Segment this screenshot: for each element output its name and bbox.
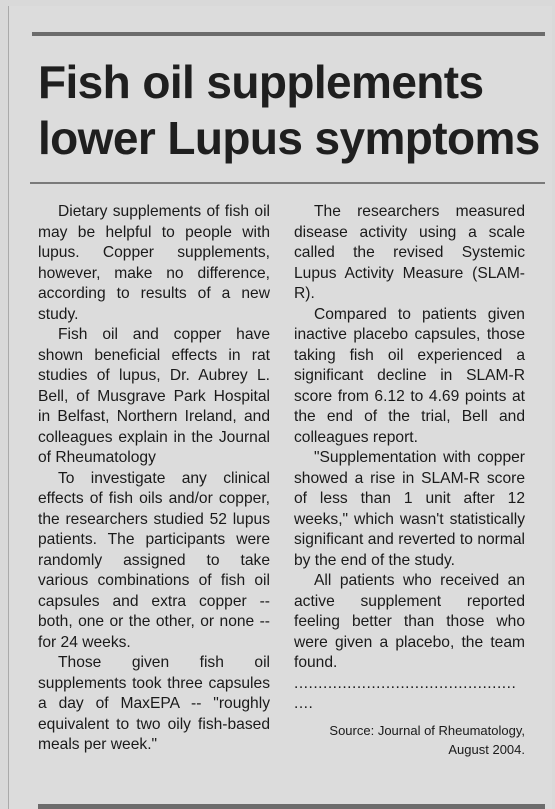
source-line-2: August 2004.: [448, 741, 525, 757]
bottom-rule: [38, 804, 545, 809]
paragraph: The researchers measured disease activity using a scale called the revised Systemic Lupus Activity Measure (SLAM-R).: [294, 203, 525, 302]
paragraph: Dietary supplements of fish oil may be helpful to people with lupus. Copper supplements, however, make no difference, according to results of a new study.: [38, 203, 270, 323]
dotted-separator: ..............................................: [294, 674, 517, 692]
headline-line-1: Fish oil supplements: [38, 56, 484, 108]
headline-divider: [30, 182, 545, 184]
source-credit: [294, 721, 525, 759]
paragraph: To investigate any clinical effects of fish oils and/or copper, the researchers studied 52 lupus patients. The participants were randomly assigned to take various combinations of fish oil capsules and extra copper -- both, one or the other, or none -- for 24 weeks.: [38, 469, 270, 651]
paragraph: Those given fish oil supplements took three capsules a day of MaxEPA -- "roughly equivalent to two oily fish-based meals per week.": [38, 654, 270, 753]
top-rule: [32, 32, 545, 36]
paragraph: "Supplementation with copper showed a rise in SLAM-R score of less than 1 unit after 12 weeks," which wasn't statistically significant and reverted to normal by the end of the study.: [294, 449, 525, 569]
paragraph: Fish oil and copper have shown beneficial effects in rat studies of lupus, Dr. Aubrey L. Bell, of Musgrave Park Hospital in Belfast, Northern Ireland, and colleagues explain in the Journal of Rheumatology: [38, 326, 270, 466]
dotted-separator-end: ....: [294, 695, 314, 712]
article-column-1: [38, 202, 270, 756]
source-line-1: Source: Journal of Rheumatology,: [329, 722, 525, 738]
paragraph: Compared to patients given inactive placebo capsules, those taking fish oil experienced a significant decline in SLAM-R score from 6.12 to 4.69 points at the end of the trial, Bell and colleagues report.: [294, 305, 525, 446]
headline: [38, 54, 548, 166]
headline-line-2: lower Lupus symptoms: [38, 112, 540, 164]
paragraph: All patients who received an active supplement reported feeling better than those who were given a placebo, the team found.: [294, 572, 525, 671]
article-column-2: [294, 202, 525, 759]
